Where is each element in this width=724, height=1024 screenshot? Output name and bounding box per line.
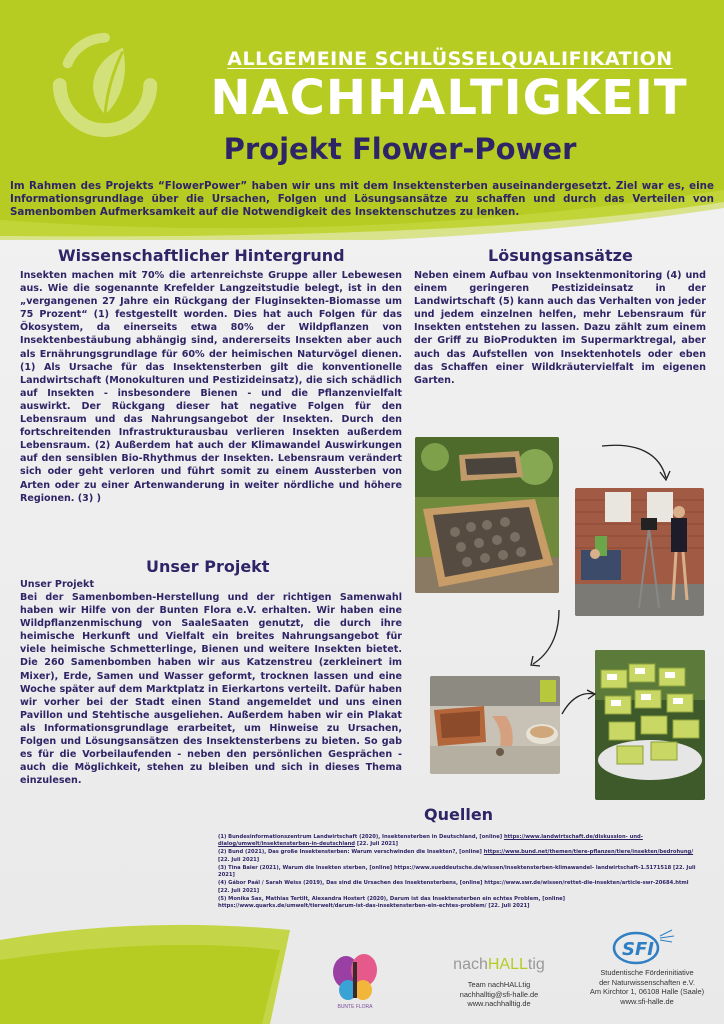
source-item: (1) Bundesinformationszentrum Landwirtschaft (2020), Insektensterben in Deutschland, [online] https://www.landwirtschaft.de/diskussion- und-dialog/umwelt/insektensterben-in-deutschland [22. Juli 2021]	[218, 834, 643, 848]
source-item: (4) Gábor Paál / Sarah Weiss (2019), Das sind die Ursachen des Insektensterbens, [online] https://www.swr.de/wissen/rettet-die-insekten/article-swr-20684.html [22. Juli 2021]	[218, 880, 689, 894]
making-seed-bombs-photo	[430, 676, 560, 774]
email-link[interactable]: nachhalltig@sfi-halle.de	[459, 989, 539, 999]
leaf-logo-icon	[46, 24, 164, 142]
header-subtitle: ALLGEMEINE SCHLÜSSELQUALIFIKATION	[227, 48, 673, 70]
svg-text:SFI: SFI	[622, 939, 654, 960]
bunte-flora-logo-icon	[330, 950, 380, 1010]
sfi-contact: Studentische Förderinitiative der Naturwissenschaften e.V. Am Kirchtor 1, 06108 Halle (Saale) www.sfi-halle.de	[576, 968, 718, 1006]
sources-heading: Quellen	[424, 805, 494, 824]
sfi-logo-icon	[610, 926, 676, 966]
team-name: Team nachHALLtig	[467, 980, 531, 989]
header-title: NACHHALTIGKEIT	[210, 70, 688, 126]
solutions-heading: Lösungsansätze	[488, 246, 633, 265]
source-item: (2) Bund (2021), Das große Insektensterben: Warum verschwinden die Insekten?, [online] https://www.bund.net/themen/tiere-pflanzen/tiere/insekten/bedrohung/ [22. Juli 2021]	[218, 849, 694, 863]
bunte-flora-label: BUNTE FLORA	[337, 1004, 373, 1010]
curved-arrow-icon	[598, 440, 678, 486]
nachhalltig-logo: nachHALLtig	[453, 956, 545, 973]
curved-arrow-icon	[525, 606, 565, 670]
project-title: Projekt Flower-Power	[223, 132, 577, 166]
intro-text: Im Rahmen des Projekts “FlowerPower” haben wir uns mit dem Insektensterben auseinandergesetzt. Ziel war es, eine Informationsgrundlage über die Ursachen, Folgen und Lösungsansätze zu schaffen und durch das Verteilen von Samenbomben Aufmerksamkeit auf die Notwendigkeit des Insektenschutzes zu lenken.	[10, 180, 714, 218]
website-link[interactable]: www.nachhalltig.de	[467, 999, 531, 1009]
seed-bombs-crates-photo	[415, 437, 559, 593]
nachhalltig-contact	[426, 980, 572, 1009]
website-link[interactable]: www.sfi-halle.de	[620, 996, 674, 1006]
sources-list	[218, 834, 696, 911]
science-heading: Wissenschaftlicher Hintergrund	[58, 246, 345, 265]
source-item: (5) Monika Sax, Mathias Tertilt, Alexandra Hostert (2020), Darum ist das Insektensterben ein echtes Problem, [online] https://www.quarks.de/umwelt/tierwelt/darum-ist-das-insektensterben-ein-echtes-problem/ [22. Juli 2021]	[218, 895, 566, 910]
project-text: Bei der Samenbomben-Herstellung und der richtigen Samenwahl haben wir Hilfe von der Bunten Flora e.V. erhalten. Wir haben eine Wildpflanzenmischung von SaaleSaaten genutzt, die durch ihre heimische Herkunft und Vielfalt ein breites Nahrungsangebot für viele heimische Schmetterlinge, Bienen und weitere Insekten bietet. Die 260 Samenbomben haben wir aus Katzenstreu (zerkleinert im Mixer), Erde, Samen und Wasser geformt, trocknen lassen und eine Woche später auf dem Marktplatz in Eierkartons verteilt. Dafür haben wir vorher bei der Stadt einen Stand angemeldet und uns einen Pavillon und Stehtische ausgeliehen. Außerdem haben wir ein Plakat als Informationsgrundlage erarbeitet, um Hinweise zu Ursachen, Folgen und Lösungsansätzen des Insektensterbens zu bieten. So gab es für die Vorbeilaufenden - neben den persönlichen Gesprächen - auch die Möglichkeit, stehen zu bleiben und sich in dieses Thema einzulesen.	[20, 592, 402, 787]
solutions-text: Neben einem Aufbau von Insektenmonitoring (4) und einem geringeren Pestizideinsatz in der Landwirtschaft (5) kann auch das Verhalten von jeder und jedem einzelnen helfen, mehr Lebensraum für Insekten entstehen zu lassen. Dazu zählt zum einem der Griff zu BioProdukten im Supermarktregal, aber auch das Aufstellen von Insektenhotels oder eben das Schaffen einer Wildkräutervielfalt im eigenen Garten.	[414, 270, 706, 386]
project-subheading: Unser Projekt	[20, 579, 95, 590]
source-link[interactable]: https://www.landwirtschaft.de/diskussion- und-dialog/umwelt/insektensterben-in-deutschland	[218, 834, 643, 848]
footer-wave	[0, 920, 290, 1024]
egg-cartons-table-photo	[595, 650, 705, 800]
market-stand-photo	[575, 488, 704, 616]
source-item: (3) Tina Baier (2021), Warum die Insekten sterben, [online] https://www.sueddeutsche.de/wissen/insektensterben-klimawandel- landwirtschaft-1.5171518 [22. Juli 2021]	[218, 864, 696, 879]
project-heading: Unser Projekt	[146, 557, 270, 576]
source-link[interactable]: https://www.bund.net/themen/tiere-pflanzen/tiere/insekten/bedrohung/	[483, 849, 694, 856]
science-text: Insekten machen mit 70% die artenreichste Gruppe aller Lebewesen aus. Wie die sogenannte Krefelder Langzeitstudie belegt, ist in den „vergangenen 27 Jahre ein Rückgang der Fluginsekten-Biomasse um 75 Prozent“ (1) festgestellt worden. Dies hat auch Folgen für das Ökosystem, da einerseits etwa 80% der Wildpflanzen von Insektenbestäubung abhängig sind, andererseits Insekten aber auch als Ernährungsgrundlage für 60% der heimischen Naturvögel dienen. (1) Als Ursache für das Insektensterben gilt die konventionelle Landwirtschaft (Monokulturen und Pestizideinsatz), die sich schädlich auf Insekten - insbesondere Bienen - und die Pflanzenvielfalt auswirkt. Der Rückgang dieser hat negative Folgen für den Lebensraum und das Nahrungsangebot der Insekten. Durch den fortschreitenden Infrastrukturausbau verlieren Insekten außerdem Lebensraum. (2) Außerdem hat auch der Klimawandel Auswirkungen auf den sensiblen Bio-Rhythmus der Insekten. Lebensraum verändert sich oder geht verloren und führt somit zu einem Aussterben von Arten oder zu einer Artenwanderung in weiter nördliche und höhere Regionen. (3) )	[20, 270, 402, 504]
curved-arrow-icon	[560, 688, 598, 718]
